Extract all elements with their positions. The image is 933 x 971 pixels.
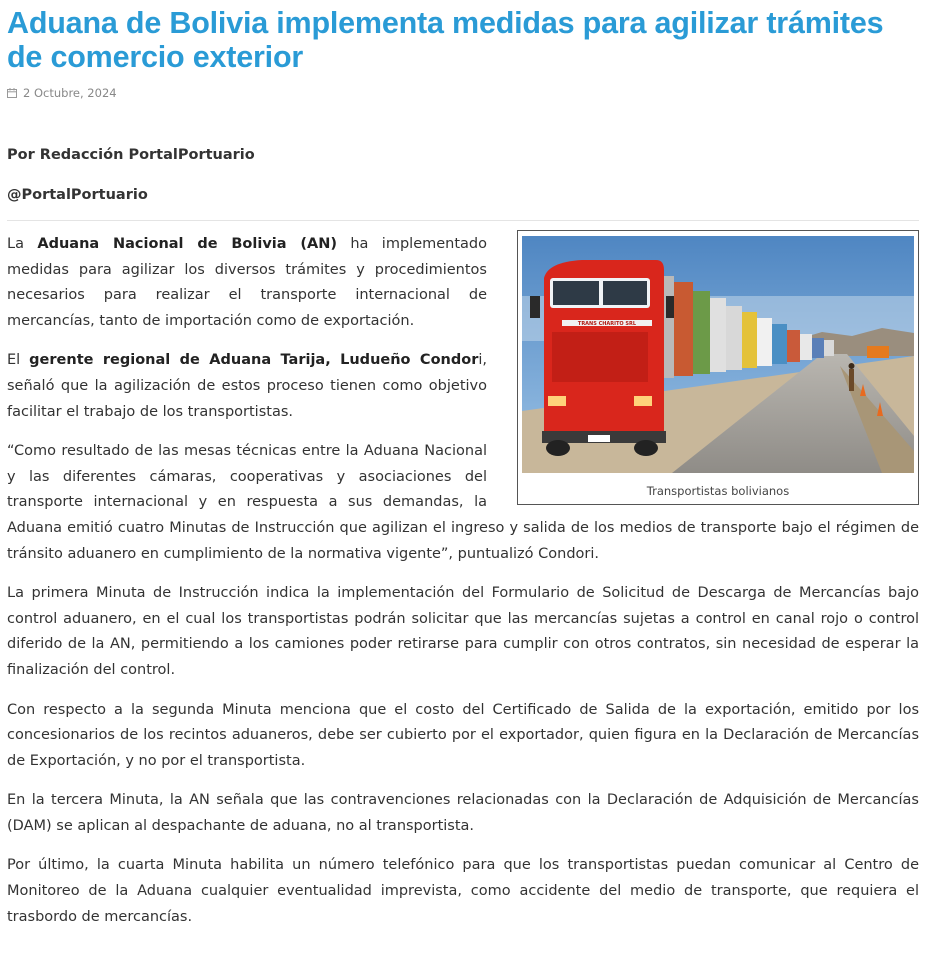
calendar-icon <box>7 88 17 98</box>
paragraph-6: En la tercera Minuta, la AN señala que las contravenciones relacionadas con la Declaración de Adquisición de Mercancías (DAM) se aplican al despachante de aduana, no al transportista. <box>7 792 919 834</box>
paragraph-5: Con respecto a la segunda Minuta menciona que el costo del Certificado de Salida de la exportación, emitido por los concesionarios de los recintos aduaneros, debe ser cubierto por el exportador, quien figura en la Declaración de Mercancías de Exportación, y no por el transportista. <box>7 701 919 769</box>
paragraph-7: Por último, la cuarta Minuta habilita un número telefónico para que los transportistas puedan comunicar al Centro de Monitoreo de la Aduana cualquier eventualidad imprevista, como accidente del medio de transporte, que requiera el trasbordo de mercancías. <box>7 857 919 925</box>
article <box>7 0 919 944</box>
twitter-handle[interactable]: @PortalPortuario <box>7 187 148 203</box>
post-date <box>7 85 919 101</box>
paragraph-4: La primera Minuta de Instrucción indica la implementación del Formulario de Solicitud de Descarga de Mercancías bajo control aduanero, en el cual los transportistas podrán solicitar que las mercancías sujetas a control en canal rojo o control diferido de la AN, permitiendo a los camiones poder retirarse para cumplir con otros contratos, sin necesidad de esperar la finalización del control. <box>7 585 919 678</box>
trucks-photo[interactable] <box>522 236 914 473</box>
paragraph-2: El gerente regional de Aduana Tarija, Ludueño Condori, señaló que la agilización de estos proceso tienen como objetivo facilitar el trabajo de los transportistas. <box>7 352 487 420</box>
post-date-text: 2 Octubre, 2024 <box>23 86 117 100</box>
article-title: Aduana de Bolivia implementa medidas para agilizar trámites de comercio exterior <box>7 6 884 74</box>
article-body <box>7 232 919 930</box>
figure-caption: Transportistas bolivianos <box>646 484 790 498</box>
byline: Por Redacción PortalPortuario <box>7 147 255 163</box>
bold-entity: gerente regional de Aduana Tarija, Ludueño Condor <box>29 352 479 369</box>
divider <box>7 220 919 221</box>
red-truck <box>530 260 674 456</box>
paragraph-3: “Como resultado de las mesas técnicas entre la Aduana Nacional y las diferentes cámaras, cooperativas y asociaciones del transporte internacional y en respuesta a sus demandas, la Aduana emitió cuatro Minutas de Instrucción que agilizan el ingreso y salida de los medios de transporte bajo el régimen de tránsito aduanero en cumplimiento de la normativa vigente”, puntualizó Condori. <box>7 443 919 562</box>
article-figure <box>517 230 919 505</box>
truck-sign: TRANS CHARITO SRL <box>577 321 637 327</box>
paragraph-1: La Aduana Nacional de Bolivia (AN) ha implementado medidas para agilizar los diversos trámites y procedimientos necesarios para realizar el transporte internacional de mercancías, tanto de importación como de exportación. <box>7 236 487 329</box>
bold-entity: Aduana Nacional de Bolivia (AN) <box>37 236 337 252</box>
